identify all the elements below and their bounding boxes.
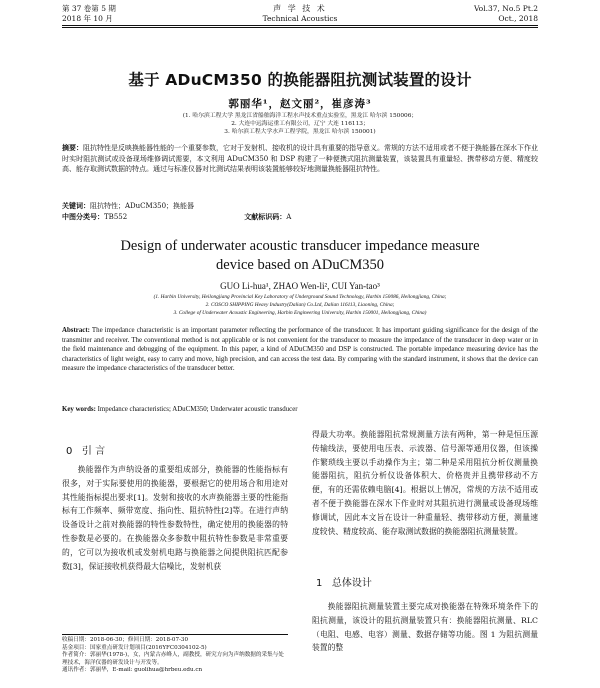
design-paragraph: 换能器阻抗测量装置主要完成对换能器在特殊环境条件下的阻抗测量，该设计的阻抗测量装置只有：换能器阻抗测量、RLC（电阻、电感、电容）测量、数据存储等功能。图 1 为阻抗测量装置的整 — [312, 602, 538, 653]
abstract-cn-label: 摘要： — [62, 143, 83, 152]
header-rule-2 — [62, 27, 538, 28]
journal-name-en: Technical Acoustics — [262, 14, 338, 23]
abstract-en — [62, 326, 538, 374]
section-0-number: 0 — [66, 446, 73, 457]
classification-line — [62, 212, 538, 222]
intro-paragraph: 换能器作为声纳设备的重要组成部分，换能器的性能指标有很多，对于实际要使用的换能器，要根据它的使用场合和用途对其性能指标提出要求[1]。发射和接收的水声换能器主要的性能指标有工作频率、频带宽度、指向性、阻抗特性[2]等。在进行声纳设备设计之前对换能器的特性参数特性，确定使用的换能器的特性参数是必要的。在换能器众多参数中阻抗特性参数是非常重要的，它可以为接收机或发射机电路与换能器之间提供阻抗匹配参数[3]，保证接收机获得最大信噪比，发射机获 — [62, 465, 288, 571]
abstract-en-text: The impedance characteristic is an important parameter reflecting the performance of the transducer. It has important guiding significance for the design of the transmitter and receiver. The conventional method is not applicable or is not convenient for the transducer to measure the impedance of the transducer in deep water or in the field maintenance and debugging of the equipment. In this paper, a kind of ADuCM350 and DSP is constructed. The portable impedance measuring device has the characteristics of light weight, easy to carry and move, high precision, and can access the test data. By comparing with the standard instrument, it shows that the device can measure the impedance characteristics of the transducer better. — [62, 327, 538, 373]
abstract-en-label: Abstract: — [62, 327, 90, 334]
keywords-en-text: Impedance characteristics; ADuCM350; Underwater acoustic transducer — [97, 406, 298, 413]
footnote-fund: 基金项目：国家重点研发计划项目(2016YFC0304102-5) — [62, 644, 207, 651]
paper-title-en — [62, 237, 538, 275]
paper-title-cn: 基于 ADuCM350 的换能器阻抗测试装置的设计 — [128, 71, 472, 89]
affiliation-en-1: (1. Harbin University, Heilongjiang Provincial Key Laboratory of Underground Sound Technology, Harbin 150086, Heilongjiang, China; — [153, 294, 447, 300]
doc-code-label: 文献标识码： — [244, 212, 287, 221]
date-cn: 2018 年 10 月 — [62, 14, 113, 23]
authors-cn: 郭丽华¹，赵文丽²，崔彦涛³ — [228, 98, 372, 110]
abstract-cn — [62, 143, 538, 175]
volume-en: Vol.37, No.5 Pt.2 — [473, 4, 538, 13]
design-paragraph-container — [312, 600, 538, 655]
header-rule — [62, 25, 538, 26]
section-0-heading — [66, 442, 105, 457]
section-1-title: 总体设计 — [331, 578, 372, 589]
right-column — [312, 428, 538, 538]
journal-name-cn: 声 学 技 术 — [273, 4, 327, 13]
affiliation-cn-2: 2. 大连中远海运重工有限公司，辽宁 大连 116113； — [231, 121, 369, 127]
footnote-correspondence: 通讯作者：郭丽华，E-mail: guolihua@hrbeu.edu.cn — [62, 667, 203, 674]
affiliation-cn-3: 3. 哈尔滨工程大学水声工程学院，黑龙江 哈尔滨 150001) — [224, 129, 376, 135]
authors-en: GUO Li-hua¹, ZHAO Wen-li², CUI Yan-tao³ — [220, 281, 380, 291]
title-en-line-2: device based on ADuCM350 — [216, 257, 384, 273]
date-en: Oct., 2018 — [498, 14, 538, 23]
keywords-cn — [62, 201, 538, 211]
section-1-number: 1 — [316, 578, 323, 589]
footnote-rule — [62, 634, 288, 635]
section-0-title: 引 言 — [81, 446, 106, 457]
affiliation-en-2: 2. COSCO SHIPPING Heavy Industry(Dalian) Co.Ltd, Dalian 116113, Liaoning, China; — [205, 302, 395, 308]
footnotes — [62, 637, 288, 675]
keywords-en-label: Key words: — [62, 406, 96, 413]
footnote-author: 作者简介：郭丽华(1978-)，女，内蒙古赤峰人，副教授，研究方向为声纳数据的采集与处理技术，海洋仪器的研发设计与开发等。 — [62, 652, 284, 666]
keywords-en — [62, 405, 538, 415]
keywords-cn-label: 关键词： — [62, 201, 90, 210]
affiliation-en-3: 3. College of Underwater Acoustic Engineering, Harbin Engineering University, Harbin 150001, Heilongjiang, China) — [173, 310, 427, 316]
doc-code: A — [286, 213, 292, 221]
title-en-line-1: Design of underwater acoustic transducer impedance measure — [120, 238, 480, 254]
abstract-cn-text: 阻抗特性是反映换能器性能的一个重要参数，它对于发射机、接收机的设计具有重要的指导意义。常规的方法不适用或者不便于换能器在深水下作业时实时阻抗测试或设备现场维修调试需要，本文利用 ADuCM350 和 DSP 构建了一种便携式阻抗测量装置，该装置具有重量轻、携带移动方便、精度较高、能存取测试数据的特点。通过与标准仪器对比测试结果表明该装置能够较好地测量换能器阻抗特性。 — [62, 144, 538, 173]
clc-label: 中图分类号： — [62, 212, 104, 221]
intro-paragraph-continued: 得最大功率。换能器阻抗常规测量方法有两种，第一种是恒压源传输线法，要使用电压表、示波器、信号源等通用仪器，但该操作繁琐线主要以手动操作为主；第二种是采用阻抗分析仪测量换能器阻抗，阻抗分析仪设备体积大、价格贵并且携带移动不方便，有的还需依赖电脑[4]。根据以上情况，常规的方法不适用或者不便于换能器在深水下作业时对其阻抗进行测量或设备现场维修调试，因此本文旨在设计一种重量轻、携带移动方便，测量速度较快、精度较高、能存取测试数据的换能器阻抗测量装置。 — [312, 430, 538, 536]
section-1-heading — [316, 574, 372, 589]
volume-cn: 第 37 卷第 5 期 — [62, 4, 116, 13]
keywords-cn-text: 阻抗特性；ADuCM350；换能器 — [90, 202, 195, 210]
left-column — [62, 463, 288, 573]
footnote-received: 收稿日期：2018-06-30；修回日期：2018-07-30 — [62, 637, 189, 643]
affiliation-cn-1: (1. 哈尔滨工程大学 黑龙江省船舶海洋工程水声技术重点实验室，黑龙江 哈尔滨 150006； — [182, 113, 418, 119]
clc-number: TB552 — [104, 213, 128, 221]
